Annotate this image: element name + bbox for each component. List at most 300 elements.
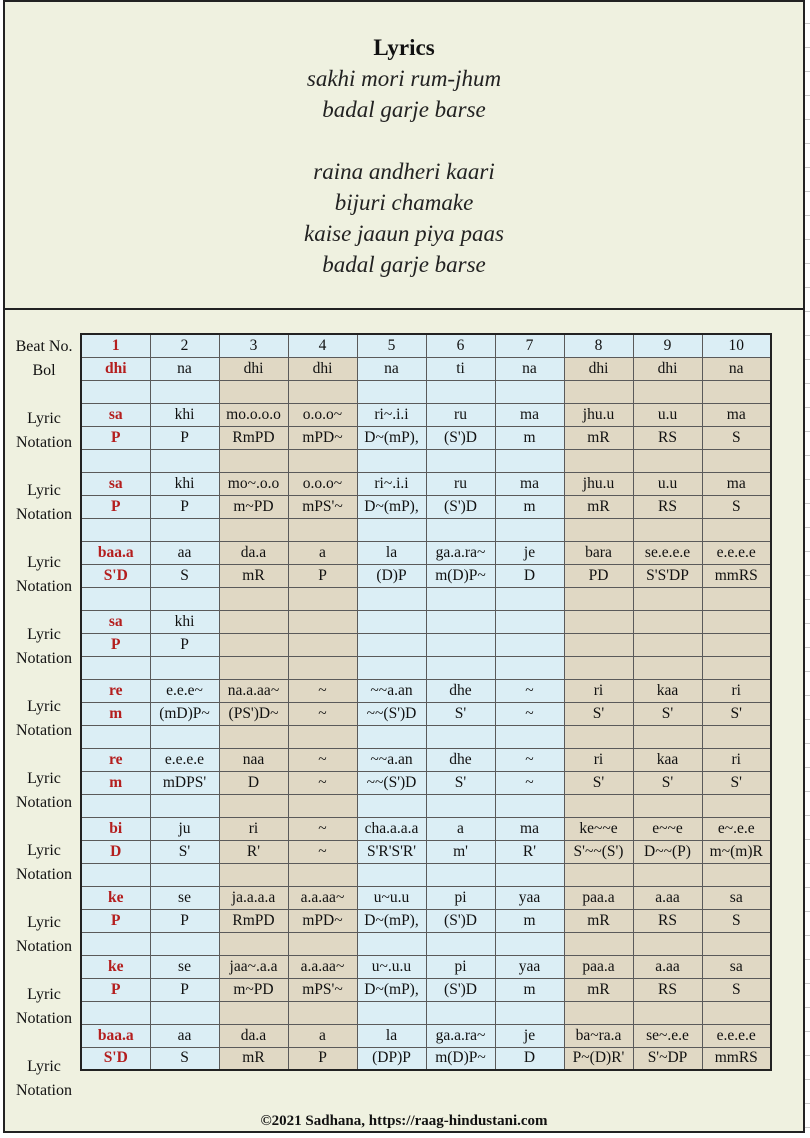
notation-cell: mR <box>564 978 633 1001</box>
notation-cell: S'S'DP <box>633 564 702 587</box>
lyric-cell: kaa <box>633 679 702 702</box>
notation-cell: RS <box>633 978 702 1001</box>
beat-cell: 4 <box>288 334 357 357</box>
lyric-cell: ri <box>564 748 633 771</box>
spacer-cell <box>702 380 771 403</box>
lyric-cell: ~ <box>288 679 357 702</box>
notation-cell: mR <box>564 426 633 449</box>
lyrics-line: badal garje barse <box>322 252 486 277</box>
spacer-cell <box>702 587 771 610</box>
notation-cell: m <box>495 978 564 1001</box>
lyric-cell: pi <box>426 955 495 978</box>
notation-cell: P <box>150 495 219 518</box>
spacer-cell <box>288 1001 357 1024</box>
lyric-cell <box>288 610 357 633</box>
bol-row-label: Bol <box>32 362 56 379</box>
spacer-cell <box>564 1001 633 1024</box>
spacer-cell <box>495 1001 564 1024</box>
notation-cell: RmPD <box>219 426 288 449</box>
lyric-cell: la <box>357 541 426 564</box>
spacer-cell <box>495 518 564 541</box>
lyric-cell <box>564 610 633 633</box>
spacer-cell <box>702 863 771 886</box>
lyric-cell: a.a.aa~ <box>288 886 357 909</box>
spacer-cell <box>357 380 426 403</box>
lyric-cell: baa.a <box>81 541 150 564</box>
lyric-cell: se~.e.e <box>633 1024 702 1047</box>
notation-cell <box>495 633 564 656</box>
beat-table <box>80 333 772 1071</box>
lyric-cell: ri <box>564 679 633 702</box>
notation-cell: mR <box>219 1047 288 1070</box>
spacer-cell <box>633 863 702 886</box>
lyric-cell: khi <box>150 610 219 633</box>
spacer-cell <box>357 932 426 955</box>
spacer-cell <box>564 794 633 817</box>
lyric-row <box>81 1024 771 1047</box>
lyric-cell: sa <box>702 886 771 909</box>
spacer-cell <box>357 725 426 748</box>
notation-cell: S <box>702 495 771 518</box>
spacer-cell <box>288 656 357 679</box>
lyric-row-label: Lyric <box>27 914 61 931</box>
notation-cell: S' <box>633 771 702 794</box>
lyric-cell: o.o.o~ <box>288 403 357 426</box>
notation-row-label: Notation <box>16 434 72 451</box>
lyric-cell: cha.a.a.a <box>357 817 426 840</box>
lyric-cell <box>357 610 426 633</box>
notation-row-label: Notation <box>16 866 72 883</box>
lyric-cell: yaa <box>495 886 564 909</box>
lyric-cell: dhe <box>426 748 495 771</box>
notation-cell: m <box>495 426 564 449</box>
beat-cell: 9 <box>633 334 702 357</box>
spacer-cell <box>357 794 426 817</box>
lyric-row-label: Lyric <box>27 842 61 859</box>
notation-cell: S' <box>633 702 702 725</box>
lyric-cell: sa <box>702 955 771 978</box>
lyric-row <box>81 817 771 840</box>
spacer-cell <box>81 794 150 817</box>
spacer-cell <box>288 725 357 748</box>
spacer-cell <box>633 932 702 955</box>
lyric-cell <box>219 610 288 633</box>
notation-cell: D~(mP), <box>357 426 426 449</box>
lyric-cell: mo.o.o.o <box>219 403 288 426</box>
lyric-row-label: Lyric <box>27 626 61 643</box>
lyric-cell: yaa <box>495 955 564 978</box>
copyright-footer: ©2021 Sadhana, https://raag-hindustani.com <box>260 1113 548 1129</box>
spacer-cell <box>150 725 219 748</box>
lyric-cell: ja.a.a.a <box>219 886 288 909</box>
notation-cell: m~PD <box>219 495 288 518</box>
spacer-row <box>81 449 771 472</box>
spacer-cell <box>426 587 495 610</box>
notation-cell: P <box>150 426 219 449</box>
spacer-cell <box>81 1001 150 1024</box>
lyric-cell: ~ <box>495 679 564 702</box>
notation-cell: m~(m)R <box>702 840 771 863</box>
lyric-cell: dhe <box>426 679 495 702</box>
notation-row-label: Notation <box>16 722 72 739</box>
lyric-cell: bara <box>564 541 633 564</box>
spacer-cell <box>219 518 288 541</box>
spacer-cell <box>702 932 771 955</box>
lyric-cell: u.u <box>633 472 702 495</box>
notation-cell: (DP)P <box>357 1047 426 1070</box>
notation-cell: S'R'S'R' <box>357 840 426 863</box>
spacer-cell <box>426 725 495 748</box>
bol-cell: na <box>495 357 564 380</box>
notation-cell: m <box>495 495 564 518</box>
spacer-row <box>81 1001 771 1024</box>
notation-cell <box>702 633 771 656</box>
beat-number-row <box>81 334 771 357</box>
notation-cell: m(D)P~ <box>426 1047 495 1070</box>
notation-cell <box>219 633 288 656</box>
spacer-cell <box>81 725 150 748</box>
spacer-cell <box>81 656 150 679</box>
lyric-cell: ri~.i.i <box>357 472 426 495</box>
lyric-cell: khi <box>150 403 219 426</box>
spacer-row <box>81 863 771 886</box>
bol-cell: dhi <box>633 357 702 380</box>
spacer-row <box>81 518 771 541</box>
beat-number-row-label: Beat No. <box>15 338 73 355</box>
notation-cell: S <box>150 1047 219 1070</box>
spacer-cell <box>219 725 288 748</box>
lyric-row <box>81 886 771 909</box>
notation-row <box>81 1047 771 1070</box>
bol-row <box>81 357 771 380</box>
beat-cell: 5 <box>357 334 426 357</box>
spacer-cell <box>495 932 564 955</box>
lyric-cell: a.a.aa~ <box>288 955 357 978</box>
notation-cell <box>288 633 357 656</box>
lyric-cell: a.aa <box>633 955 702 978</box>
notation-cell: D <box>219 771 288 794</box>
notation-cell: RmPD <box>219 909 288 932</box>
lyric-cell: na.a.aa~ <box>219 679 288 702</box>
notation-cell: ~ <box>288 840 357 863</box>
spacer-cell <box>357 863 426 886</box>
notation-cell: mmRS <box>702 1047 771 1070</box>
notation-cell: R' <box>495 840 564 863</box>
lyric-cell: ju <box>150 817 219 840</box>
notation-cell: mPS'~ <box>288 495 357 518</box>
spacer-row <box>81 932 771 955</box>
lyric-cell: jaa~.a.a <box>219 955 288 978</box>
spacer-cell <box>633 1001 702 1024</box>
spacer-cell <box>150 1001 219 1024</box>
notation-cell: mR <box>564 909 633 932</box>
notation-row <box>81 633 771 656</box>
lyric-cell: paa.a <box>564 886 633 909</box>
beat-cell: 6 <box>426 334 495 357</box>
notation-cell: mR <box>219 564 288 587</box>
notation-cell: P <box>150 633 219 656</box>
beat-cell: 2 <box>150 334 219 357</box>
spacer-cell <box>426 863 495 886</box>
spacer-cell <box>150 518 219 541</box>
notation-cell: P <box>81 978 150 1001</box>
notation-cell: mPD~ <box>288 426 357 449</box>
lyric-cell: ri <box>702 748 771 771</box>
bol-cell: dhi <box>219 357 288 380</box>
spacer-cell <box>495 794 564 817</box>
spacer-cell <box>564 863 633 886</box>
notation-cell: ~ <box>495 771 564 794</box>
spacer-cell <box>633 725 702 748</box>
lyric-cell <box>702 610 771 633</box>
lyric-cell: ru <box>426 472 495 495</box>
lyric-cell: kaa <box>633 748 702 771</box>
bol-cell: na <box>357 357 426 380</box>
lyrics-line: sakhi mori rum-jhum <box>306 66 502 91</box>
lyric-row-label: Lyric <box>27 698 61 715</box>
notation-cell: PD <box>564 564 633 587</box>
spacer-cell <box>288 587 357 610</box>
spacer-cell <box>495 587 564 610</box>
spacer-cell <box>633 380 702 403</box>
beat-cell: 7 <box>495 334 564 357</box>
spacer-cell <box>564 380 633 403</box>
spacer-cell <box>150 794 219 817</box>
spacer-cell <box>219 932 288 955</box>
notation-row <box>81 840 771 863</box>
spacer-cell <box>288 794 357 817</box>
notation-row-label: Notation <box>16 1082 72 1099</box>
lyric-cell: ma <box>495 817 564 840</box>
spacer-cell <box>495 449 564 472</box>
notation-cell: S' <box>702 702 771 725</box>
lyric-cell: sa <box>81 472 150 495</box>
spacer-cell <box>219 794 288 817</box>
lyrics-title: Lyrics <box>373 35 435 60</box>
notation-row-label: Notation <box>16 794 72 811</box>
notation-cell: (S')D <box>426 978 495 1001</box>
spacer-cell <box>357 587 426 610</box>
lyric-cell: baa.a <box>81 1024 150 1047</box>
notation-cell: D <box>81 840 150 863</box>
lyric-cell: ~~a.an <box>357 679 426 702</box>
notation-cell: R' <box>219 840 288 863</box>
notation-cell: S <box>150 564 219 587</box>
spacer-cell <box>357 656 426 679</box>
notation-cell: (S')D <box>426 426 495 449</box>
notation-cell: S <box>702 909 771 932</box>
spacer-cell <box>357 518 426 541</box>
lyric-cell: bi <box>81 817 150 840</box>
spacer-cell <box>564 656 633 679</box>
lyric-row-label: Lyric <box>27 554 61 571</box>
spacer-row <box>81 725 771 748</box>
spacer-cell <box>288 449 357 472</box>
spacer-cell <box>426 380 495 403</box>
notation-cell: S' <box>702 771 771 794</box>
lyric-cell: e~~e <box>633 817 702 840</box>
notation-cell: ~~(S')D <box>357 702 426 725</box>
lyric-cell: ri <box>702 679 771 702</box>
notation-cell: P <box>288 1047 357 1070</box>
lyric-cell: e.e.e~ <box>150 679 219 702</box>
lyric-cell: ~ <box>288 748 357 771</box>
lyric-cell: ma <box>495 472 564 495</box>
spacer-cell <box>702 656 771 679</box>
lyrics-line: badal garje barse <box>322 97 486 122</box>
spacer-cell <box>81 449 150 472</box>
lyric-row <box>81 610 771 633</box>
spacer-cell <box>426 1001 495 1024</box>
notation-cell: m <box>495 909 564 932</box>
spacer-cell <box>633 518 702 541</box>
notation-cell: S'~DP <box>633 1047 702 1070</box>
notation-cell: mDPS' <box>150 771 219 794</box>
lyric-row <box>81 472 771 495</box>
notation-cell: P <box>150 978 219 1001</box>
spacer-cell <box>81 380 150 403</box>
lyrics-line: bijuri chamake <box>334 190 474 215</box>
lyric-row <box>81 748 771 771</box>
spacer-cell <box>426 449 495 472</box>
notation-cell: D <box>495 564 564 587</box>
lyric-cell <box>426 610 495 633</box>
notation-cell: ~~(S')D <box>357 771 426 794</box>
spacer-cell <box>633 449 702 472</box>
lyric-row-label: Lyric <box>27 986 61 1003</box>
notation-cell: mmRS <box>702 564 771 587</box>
spacer-cell <box>633 587 702 610</box>
lyric-cell: a <box>288 541 357 564</box>
notation-cell: D~(mP), <box>357 495 426 518</box>
lyric-cell: ma <box>702 403 771 426</box>
spacer-cell <box>219 1001 288 1024</box>
lyric-cell: pi <box>426 886 495 909</box>
lyric-cell: da.a <box>219 541 288 564</box>
notation-cell: D <box>495 1047 564 1070</box>
spacer-cell <box>219 587 288 610</box>
notation-cell: RS <box>633 426 702 449</box>
lyric-cell: je <box>495 541 564 564</box>
spacer-cell <box>357 1001 426 1024</box>
bol-cell: ti <box>426 357 495 380</box>
notation-cell: ~ <box>495 702 564 725</box>
lyric-cell: la <box>357 1024 426 1047</box>
lyric-cell <box>633 610 702 633</box>
lyric-cell: ke~~e <box>564 817 633 840</box>
spacer-cell <box>150 587 219 610</box>
notation-row <box>81 978 771 1001</box>
lyric-cell: je <box>495 1024 564 1047</box>
bol-cell: na <box>150 357 219 380</box>
lyric-cell: jhu.u <box>564 403 633 426</box>
spacer-cell <box>150 656 219 679</box>
notation-cell: S'D <box>81 1047 150 1070</box>
notation-cell: S' <box>426 702 495 725</box>
notation-cell <box>426 633 495 656</box>
spacer-cell <box>150 932 219 955</box>
spacer-row <box>81 656 771 679</box>
lyric-cell: sa <box>81 610 150 633</box>
spacer-cell <box>495 380 564 403</box>
notation-cell: m' <box>426 840 495 863</box>
notation-row-label: Notation <box>16 650 72 667</box>
lyric-cell: se <box>150 955 219 978</box>
notation-row <box>81 495 771 518</box>
lyric-cell: a <box>288 1024 357 1047</box>
lyric-row-label: Lyric <box>27 410 61 427</box>
notation-cell: mPD~ <box>288 909 357 932</box>
spacer-cell <box>564 449 633 472</box>
bol-cell: dhi <box>288 357 357 380</box>
lyric-cell: re <box>81 748 150 771</box>
spacer-cell <box>288 518 357 541</box>
spacer-row <box>81 794 771 817</box>
notation-cell: P <box>81 426 150 449</box>
notation-row-label: Notation <box>16 506 72 523</box>
spacer-cell <box>219 449 288 472</box>
notation-cell: D~~(P) <box>633 840 702 863</box>
spacer-cell <box>426 656 495 679</box>
notation-cell: S'D <box>81 564 150 587</box>
notation-cell: (mD)P~ <box>150 702 219 725</box>
notation-cell: S <box>702 978 771 1001</box>
notation-cell: m~PD <box>219 978 288 1001</box>
notation-cell: S'~~(S') <box>564 840 633 863</box>
notation-sheet <box>3 0 805 1133</box>
spacer-cell <box>150 449 219 472</box>
bol-cell: na <box>702 357 771 380</box>
lyrics-line: kaise jaaun piya paas <box>304 221 504 246</box>
spacer-cell <box>702 794 771 817</box>
beat-cell: 1 <box>81 334 150 357</box>
lyric-cell: ~ <box>495 748 564 771</box>
notation-cell: (D)P <box>357 564 426 587</box>
notation-row-label: Notation <box>16 1010 72 1027</box>
lyric-cell: ri~.i.i <box>357 403 426 426</box>
notation-cell: m <box>81 771 150 794</box>
spacer-cell <box>495 725 564 748</box>
bol-cell: dhi <box>81 357 150 380</box>
spacer-cell <box>702 1001 771 1024</box>
spacer-cell <box>357 449 426 472</box>
lyric-cell: e.e.e.e <box>150 748 219 771</box>
lyric-cell: a.aa <box>633 886 702 909</box>
lyric-cell: ke <box>81 955 150 978</box>
spacer-cell <box>702 449 771 472</box>
notation-cell: RS <box>633 495 702 518</box>
lyric-cell: ga.a.ra~ <box>426 541 495 564</box>
notation-cell: S' <box>150 840 219 863</box>
beat-cell: 3 <box>219 334 288 357</box>
lyric-cell: e.e.e.e <box>702 1024 771 1047</box>
notation-cell <box>633 633 702 656</box>
notation-cell: D~(mP), <box>357 978 426 1001</box>
lyric-cell: khi <box>150 472 219 495</box>
spacer-cell <box>219 656 288 679</box>
notation-cell: P~(D)R' <box>564 1047 633 1070</box>
notation-cell: ~ <box>288 771 357 794</box>
lyric-cell: e.e.e.e <box>702 541 771 564</box>
lyric-cell: u~u.u <box>357 886 426 909</box>
beat-cell: 10 <box>702 334 771 357</box>
lyric-cell: ba~ra.a <box>564 1024 633 1047</box>
spacer-cell <box>495 863 564 886</box>
lyrics-box <box>5 2 803 310</box>
notation-cell: D~(mP), <box>357 909 426 932</box>
spacer-row <box>81 587 771 610</box>
spacer-cell <box>702 518 771 541</box>
